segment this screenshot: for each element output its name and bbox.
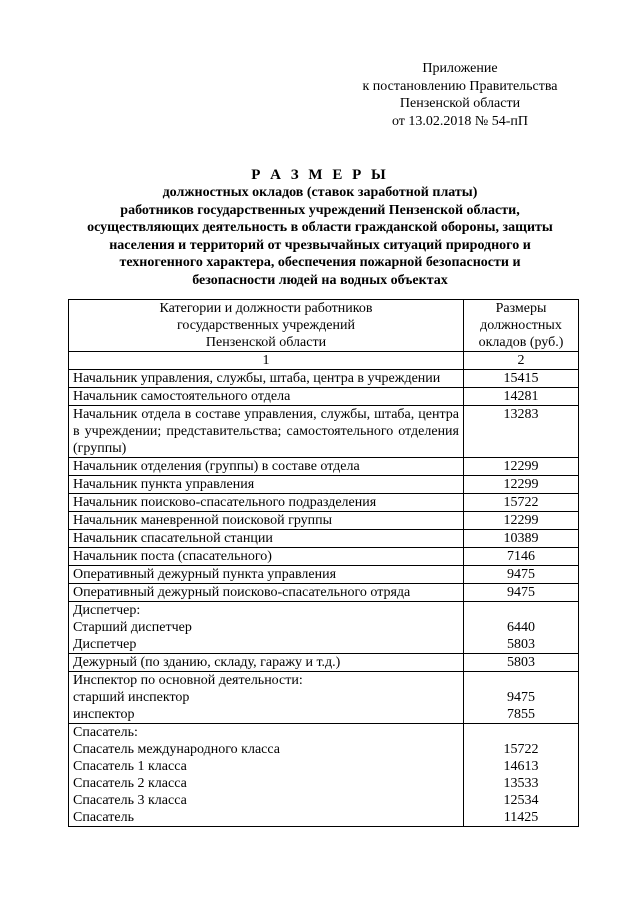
salary-value: 9475: [464, 566, 579, 584]
table-row: [69, 512, 579, 530]
title-line: населения и территорий от чрезвычайных ситуаций природного и: [109, 237, 531, 253]
salary-value: 5803: [464, 654, 579, 672]
salary-value: 12299: [464, 458, 579, 476]
position-label: инспектор: [73, 707, 135, 722]
salary-value: 12299: [464, 476, 579, 494]
table-row: [69, 458, 579, 476]
position-label: Спасатель международного класса: [73, 742, 280, 757]
salary-value: 12299: [464, 512, 579, 530]
table-row: [69, 566, 579, 584]
appendix-block: [340, 60, 580, 130]
position-label: Оперативный дежурный поисково-спасательного отряда: [69, 584, 464, 602]
salary-group: [464, 602, 579, 654]
table-row: [69, 406, 579, 458]
position-label: Старший диспетчер: [73, 620, 192, 635]
position-label: Оперативный дежурный пункта управления: [69, 566, 464, 584]
position-label: Спасатель 1 класса: [73, 759, 187, 774]
salary-value: 11425: [503, 810, 539, 825]
table-row: [69, 494, 579, 512]
salary-value: 15722: [503, 742, 539, 757]
salary-value: 7146: [464, 548, 579, 566]
position-label: Начальник спасательной станции: [69, 530, 464, 548]
position-label: Начальник отделения (группы) в составе отдела: [69, 458, 464, 476]
salary-value: 14281: [464, 388, 579, 406]
position-label: Начальник управления, службы, штаба, центра в учреждении: [69, 370, 464, 388]
group-heading: Спасатель:: [73, 725, 138, 740]
position-label: старший инспектор: [73, 690, 190, 705]
title-main: Р А З М Е Р Ы: [251, 167, 389, 183]
group-heading: Диспетчер:: [73, 603, 141, 618]
table-row: [69, 584, 579, 602]
document-title: [62, 166, 578, 289]
salary-value: 9475: [464, 584, 579, 602]
appendix-line: к постановлению Правительства: [362, 78, 558, 94]
title-line: техногенного характера, обеспечения пожарной безопасности и: [119, 255, 521, 270]
position-label: Спасатель 3 класса: [73, 793, 187, 808]
table-row: [69, 388, 579, 406]
salary-value: 13533: [503, 776, 539, 791]
table-header-row: [69, 300, 579, 352]
position-label: Дежурный (по зданию, складу, гаражу и т.д.): [69, 654, 464, 672]
column-number-row: [69, 352, 579, 370]
table-row: [69, 548, 579, 566]
salary-value: 15722: [464, 494, 579, 512]
position-label: Начальник маневренной поисковой группы: [69, 512, 464, 530]
table-row-group: [69, 672, 579, 724]
salary-group: [464, 672, 579, 724]
appendix-line: Приложение: [422, 61, 498, 76]
title-line: работников государственных учреждений Пензенской области,: [120, 202, 520, 218]
salary-group: [464, 724, 579, 827]
column-number: 2: [464, 352, 579, 370]
position-label: Начальник самостоятельного отдела: [69, 388, 464, 406]
table-row-group: [69, 602, 579, 654]
column-number: 1: [69, 352, 464, 370]
salary-value: 6440: [507, 620, 535, 635]
appendix-line: от 13.02.2018 № 54-пП: [391, 113, 529, 129]
salary-value: 9475: [507, 690, 535, 705]
table-row-group: [69, 724, 579, 827]
title-line: безопасности людей на водных объектах: [192, 272, 448, 288]
salary-value: 12534: [503, 793, 539, 808]
position-label: Начальник отдела в составе управления, службы, штаба, центра в учреждении; представительства; самостоятельного отделения (группы): [69, 406, 464, 458]
position-group: [69, 672, 464, 724]
position-label: Начальник пункта управления: [69, 476, 464, 494]
salary-value: 14613: [503, 759, 539, 774]
table-row: [69, 654, 579, 672]
title-line: осуществляющих деятельность в области гражданской обороны, защиты: [87, 220, 553, 235]
header-salary: Размеры должностных окладов (руб.): [464, 300, 579, 352]
appendix-line: Пензенской области: [399, 96, 521, 112]
table-row: [69, 476, 579, 494]
group-heading: Инспектор по основной деятельности:: [73, 673, 303, 688]
position-label: Начальник поста (спасательного): [69, 548, 464, 566]
salary-value: 13283: [464, 406, 579, 458]
salary-value: 10389: [464, 530, 579, 548]
table-row: [69, 370, 579, 388]
salary-value: 15415: [464, 370, 579, 388]
salary-value: 5803: [507, 637, 535, 652]
header-category: Категории и должности работников государственных учреждений Пензенской области: [69, 300, 464, 352]
position-group: [69, 602, 464, 654]
position-label: Начальник поисково-спасательного подразделения: [69, 494, 464, 512]
position-label: Диспетчер: [73, 637, 137, 652]
title-line: должностных окладов (ставок заработной платы): [162, 185, 478, 200]
position-label: Спасатель 2 класса: [73, 776, 187, 791]
salary-table: [68, 299, 579, 827]
position-label: Спасатель: [73, 810, 134, 825]
position-group: [69, 724, 464, 827]
salary-value: 7855: [507, 707, 535, 722]
table-row: [69, 530, 579, 548]
